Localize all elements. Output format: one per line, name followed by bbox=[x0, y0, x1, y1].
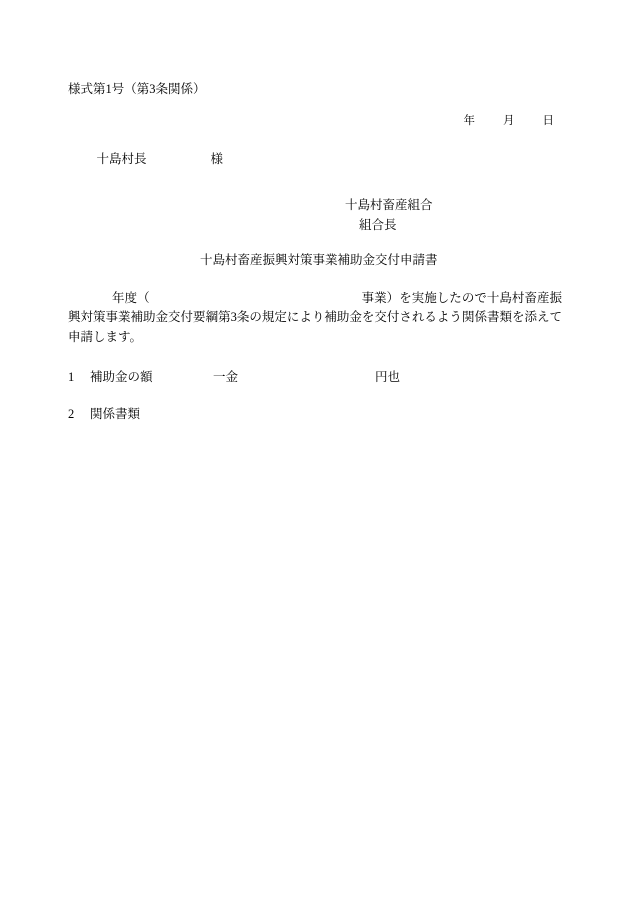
date-year-label: 年 bbox=[463, 114, 475, 127]
body-text: 事業）を実施したので十島村畜産振興対策事業補助金交付要綱第3条の規定により補助金を交付されるよう関係書類を添えて申請します。 bbox=[68, 291, 562, 344]
item-2-number: 2 bbox=[68, 407, 75, 421]
addressee-honorific: 様 bbox=[210, 151, 224, 166]
document-title: 十島村畜産振興対策事業補助金交付申請書 bbox=[200, 253, 438, 267]
date-month-label: 月 bbox=[503, 114, 515, 127]
item-2-label: 関係書類 bbox=[90, 407, 141, 421]
issuer-organization: 十島村畜産組合 bbox=[345, 198, 433, 212]
date-line bbox=[452, 104, 554, 139]
addressee bbox=[84, 140, 223, 178]
item-1-number: 1 bbox=[68, 370, 75, 384]
date-day-label: 日 bbox=[542, 114, 554, 127]
fiscal-year-label: 年度（ bbox=[112, 291, 150, 305]
body-paragraph bbox=[68, 289, 562, 347]
addressee-name: 十島村長 bbox=[96, 151, 147, 166]
form-number: 様式第1号（第3条関係） bbox=[68, 82, 206, 96]
item-1-amount-suffix: 円也 bbox=[375, 370, 401, 384]
item-1-label: 補助金の額 bbox=[90, 370, 153, 384]
item-1-amount-prefix: 一金 bbox=[213, 370, 239, 384]
issuer-title: 組合長 bbox=[359, 218, 397, 232]
